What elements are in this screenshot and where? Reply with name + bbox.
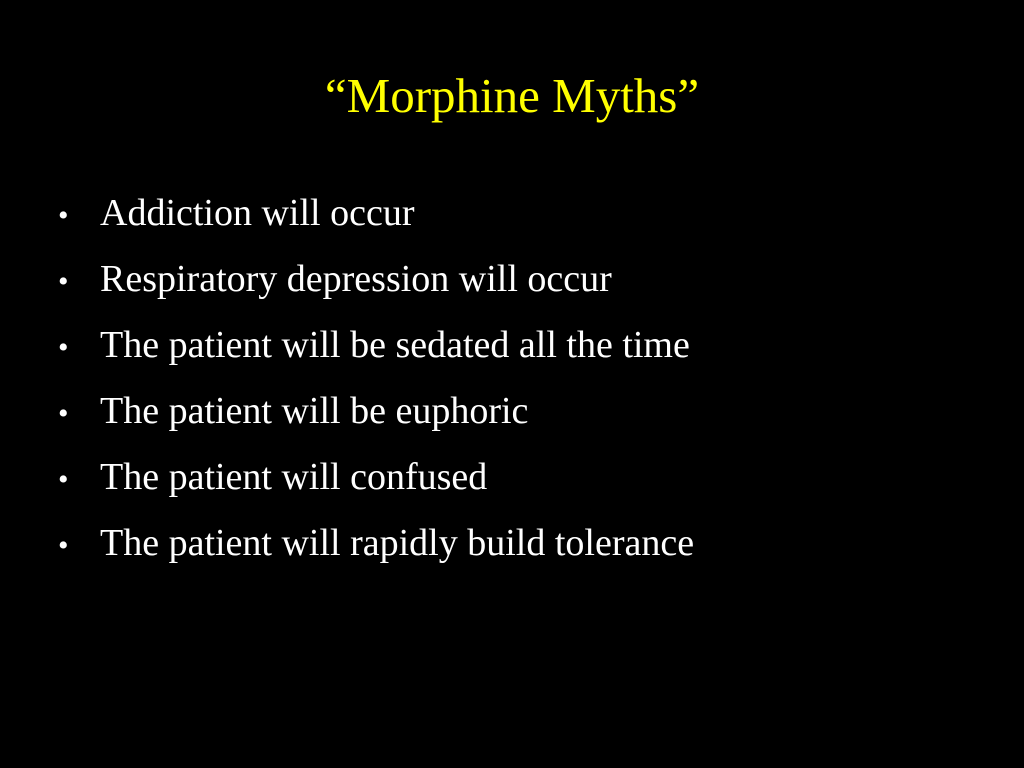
bullet-text: Respiratory depression will occur xyxy=(100,258,612,300)
list-item xyxy=(58,454,694,520)
bullet-icon: • xyxy=(58,199,69,232)
list-item xyxy=(58,388,694,454)
bullet-text: The patient will rapidly build tolerance xyxy=(100,522,695,564)
bullet-text: The patient will be sedated all the time xyxy=(100,324,690,366)
bullet-icon: • xyxy=(58,463,69,496)
bullet-text: The patient will confused xyxy=(100,456,488,498)
list-item xyxy=(58,256,694,322)
list-item xyxy=(58,190,694,256)
slide-title: “Morphine Myths” xyxy=(324,68,700,123)
bullet-text: The patient will be euphoric xyxy=(100,390,529,432)
bullet-list xyxy=(58,190,694,586)
bullet-icon: • xyxy=(58,529,69,562)
list-item xyxy=(58,322,694,388)
bullet-icon: • xyxy=(58,397,69,430)
bullet-icon: • xyxy=(58,265,69,298)
bullet-text: Addiction will occur xyxy=(100,192,415,234)
bullet-icon: • xyxy=(58,331,69,364)
list-item xyxy=(58,520,694,586)
